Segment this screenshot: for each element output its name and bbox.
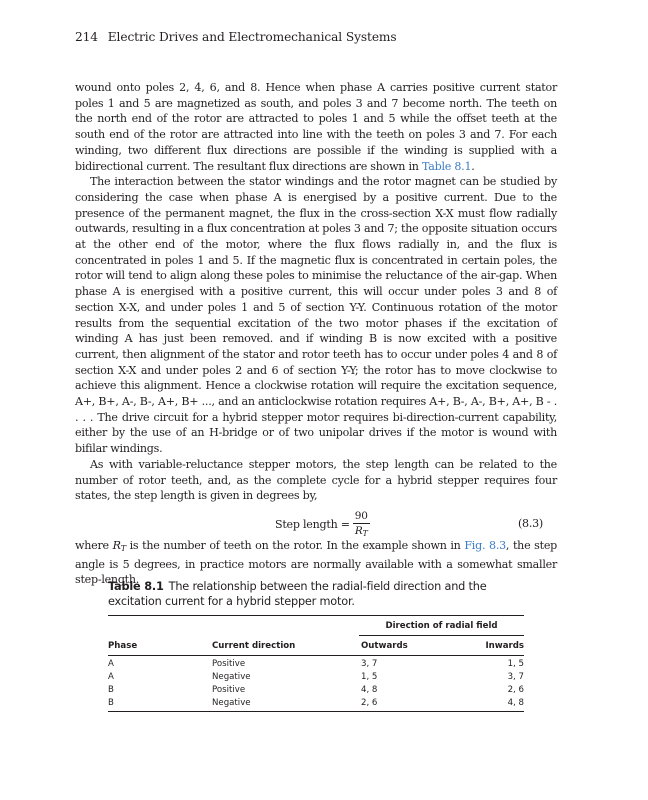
equation-8-3 xyxy=(75,507,557,537)
table-caption xyxy=(108,580,528,609)
cell-current: Positive xyxy=(212,685,246,695)
equation-number: (8.3) xyxy=(517,516,543,530)
cell-current: Negative xyxy=(212,698,251,708)
paragraph-1-text: wound onto poles 2, 4, 6, and 8. Hence when phase A carries positive current stator poles 1 and 5 are magnetized as south, and poles 3 and 7 become north. The teeth on the north end of the rotor are attracted to poles 1 and 5 while the offset teeth at the south end of the rotor are attracted into line with the teeth on poles 3 and 7. For each winding, two different flux directions are possible if the winding is supplied with a bidirectional current. The resultant flux directions are shown in xyxy=(75,81,557,173)
col-header-phase: Phase xyxy=(108,641,138,651)
rt-symbol xyxy=(113,539,126,552)
body-text xyxy=(75,80,557,588)
book-title: Electric Drives and Electromechanical Systems xyxy=(107,30,397,44)
table-row xyxy=(108,685,524,699)
table-row xyxy=(108,698,524,712)
equation-denominator-var: R xyxy=(354,524,363,537)
cell-inwards: 2, 6 xyxy=(507,685,524,695)
cell-outwards: 2, 6 xyxy=(361,698,378,708)
paragraph-3: As with variable-reluctance stepper motors, the step length can be related to the number of rotor teeth, and, as the complete cycle for a hybrid stepper requires four states, the step length is given in degrees by, xyxy=(75,457,557,503)
equation-body xyxy=(275,510,370,540)
table-bottom-rule xyxy=(108,711,524,712)
table-8-1-link[interactable]: Table 8.1 xyxy=(421,159,472,173)
cell-phase: A xyxy=(108,659,114,669)
col-header-current: Current direction xyxy=(212,641,296,651)
paragraph-2: The interaction between the stator windings and the rotor magnet can be studied by considering the case when phase A is energised by a positive current. Due to the presence of the permanent magnet, the flux in the cross-section X-X must flow radially outwards, resulting in a flux concentration at poles 3 and 7; the opposite situation occurs at the other end of the motor, where the flux flows radially in, and the flux is concentrated in poles 1 and 5. If the magnetic flux is concentrated in certain poles, the rotor will tend to align along these poles to minimise the reluctance of the air-gap. When phase A is energised with a positive current, this will occur under poles 3 and 8 of section X-X, and under poles 1 and 5 of section Y-Y. Continuous rotation of the motor results from the sequential excitation of the two motor phases if the excitation of winding A has just been removed. and if winding B is now excited with a positive current, then alignment of the stator and rotor teeth has to occur under poles 4 and 8 of section X-X and under poles 2 and 6 of section Y-Y; the rotor has to move clockwise to achieve this alignment. Hence a clockwise rotation will require the excitation sequence, A+, B+, A-, B-, A+, B+ ..., and an anticlockwise rotation requires A+, B-, A-, B+, A+, B - . . . . The drive circuit for a hybrid stepper motor requires bi-direction-current capability, either by the use of an H-bridge or of two unipolar drives if the motor is wound with bifilar windings. xyxy=(75,175,557,456)
col-header-inwards: Inwards xyxy=(485,641,524,651)
paragraph-1 xyxy=(75,80,557,174)
cell-current: Negative xyxy=(212,672,251,682)
paragraph-4-end: , the step angle is 5 degrees, in practice motors are normally available with a somewhat smaller step-length. xyxy=(75,538,557,587)
table-header-rule xyxy=(108,655,524,656)
table-caption-label: Table 8.1 xyxy=(108,580,164,593)
cell-inwards: 1, 5 xyxy=(507,659,524,669)
running-header xyxy=(75,30,397,44)
cell-phase: B xyxy=(108,685,114,695)
page-number: 214 xyxy=(75,30,98,44)
cell-inwards: 4, 8 xyxy=(507,698,524,708)
cell-phase: B xyxy=(108,698,114,708)
paragraph-4-pre: where xyxy=(75,538,109,552)
paragraph-4-mid: is the number of teeth on the rotor. In the example shown in xyxy=(129,538,461,552)
table-row xyxy=(108,659,524,673)
span-header-direction: Direction of radial field xyxy=(385,621,498,631)
cell-outwards: 1, 5 xyxy=(361,672,378,682)
equation-numerator: 90 xyxy=(354,509,368,522)
equation-fraction xyxy=(353,510,370,540)
cell-current: Positive xyxy=(212,659,246,669)
equation-denominator-sub: T xyxy=(362,528,368,538)
cell-inwards: 3, 7 xyxy=(507,672,524,682)
rt-var: R xyxy=(112,538,121,552)
paragraph-1-end: . xyxy=(471,159,475,173)
table-row xyxy=(108,672,524,686)
equation-denominator xyxy=(355,524,368,540)
col-header-outwards: Outwards xyxy=(361,641,408,651)
cell-outwards: 4, 8 xyxy=(361,685,378,695)
cell-phase: A xyxy=(108,672,114,682)
table-top-rule xyxy=(108,615,524,616)
figure-8-3-link[interactable]: Fig. 8.3 xyxy=(464,538,506,552)
equation-lhs: Step length = xyxy=(275,518,350,532)
rt-sub: T xyxy=(120,543,126,553)
span-header-rule xyxy=(359,635,524,636)
table-caption-text: The relationship between the radial-field direction and the excitation current for a hybrid stepper motor. xyxy=(108,580,487,608)
cell-outwards: 3, 7 xyxy=(361,659,378,669)
